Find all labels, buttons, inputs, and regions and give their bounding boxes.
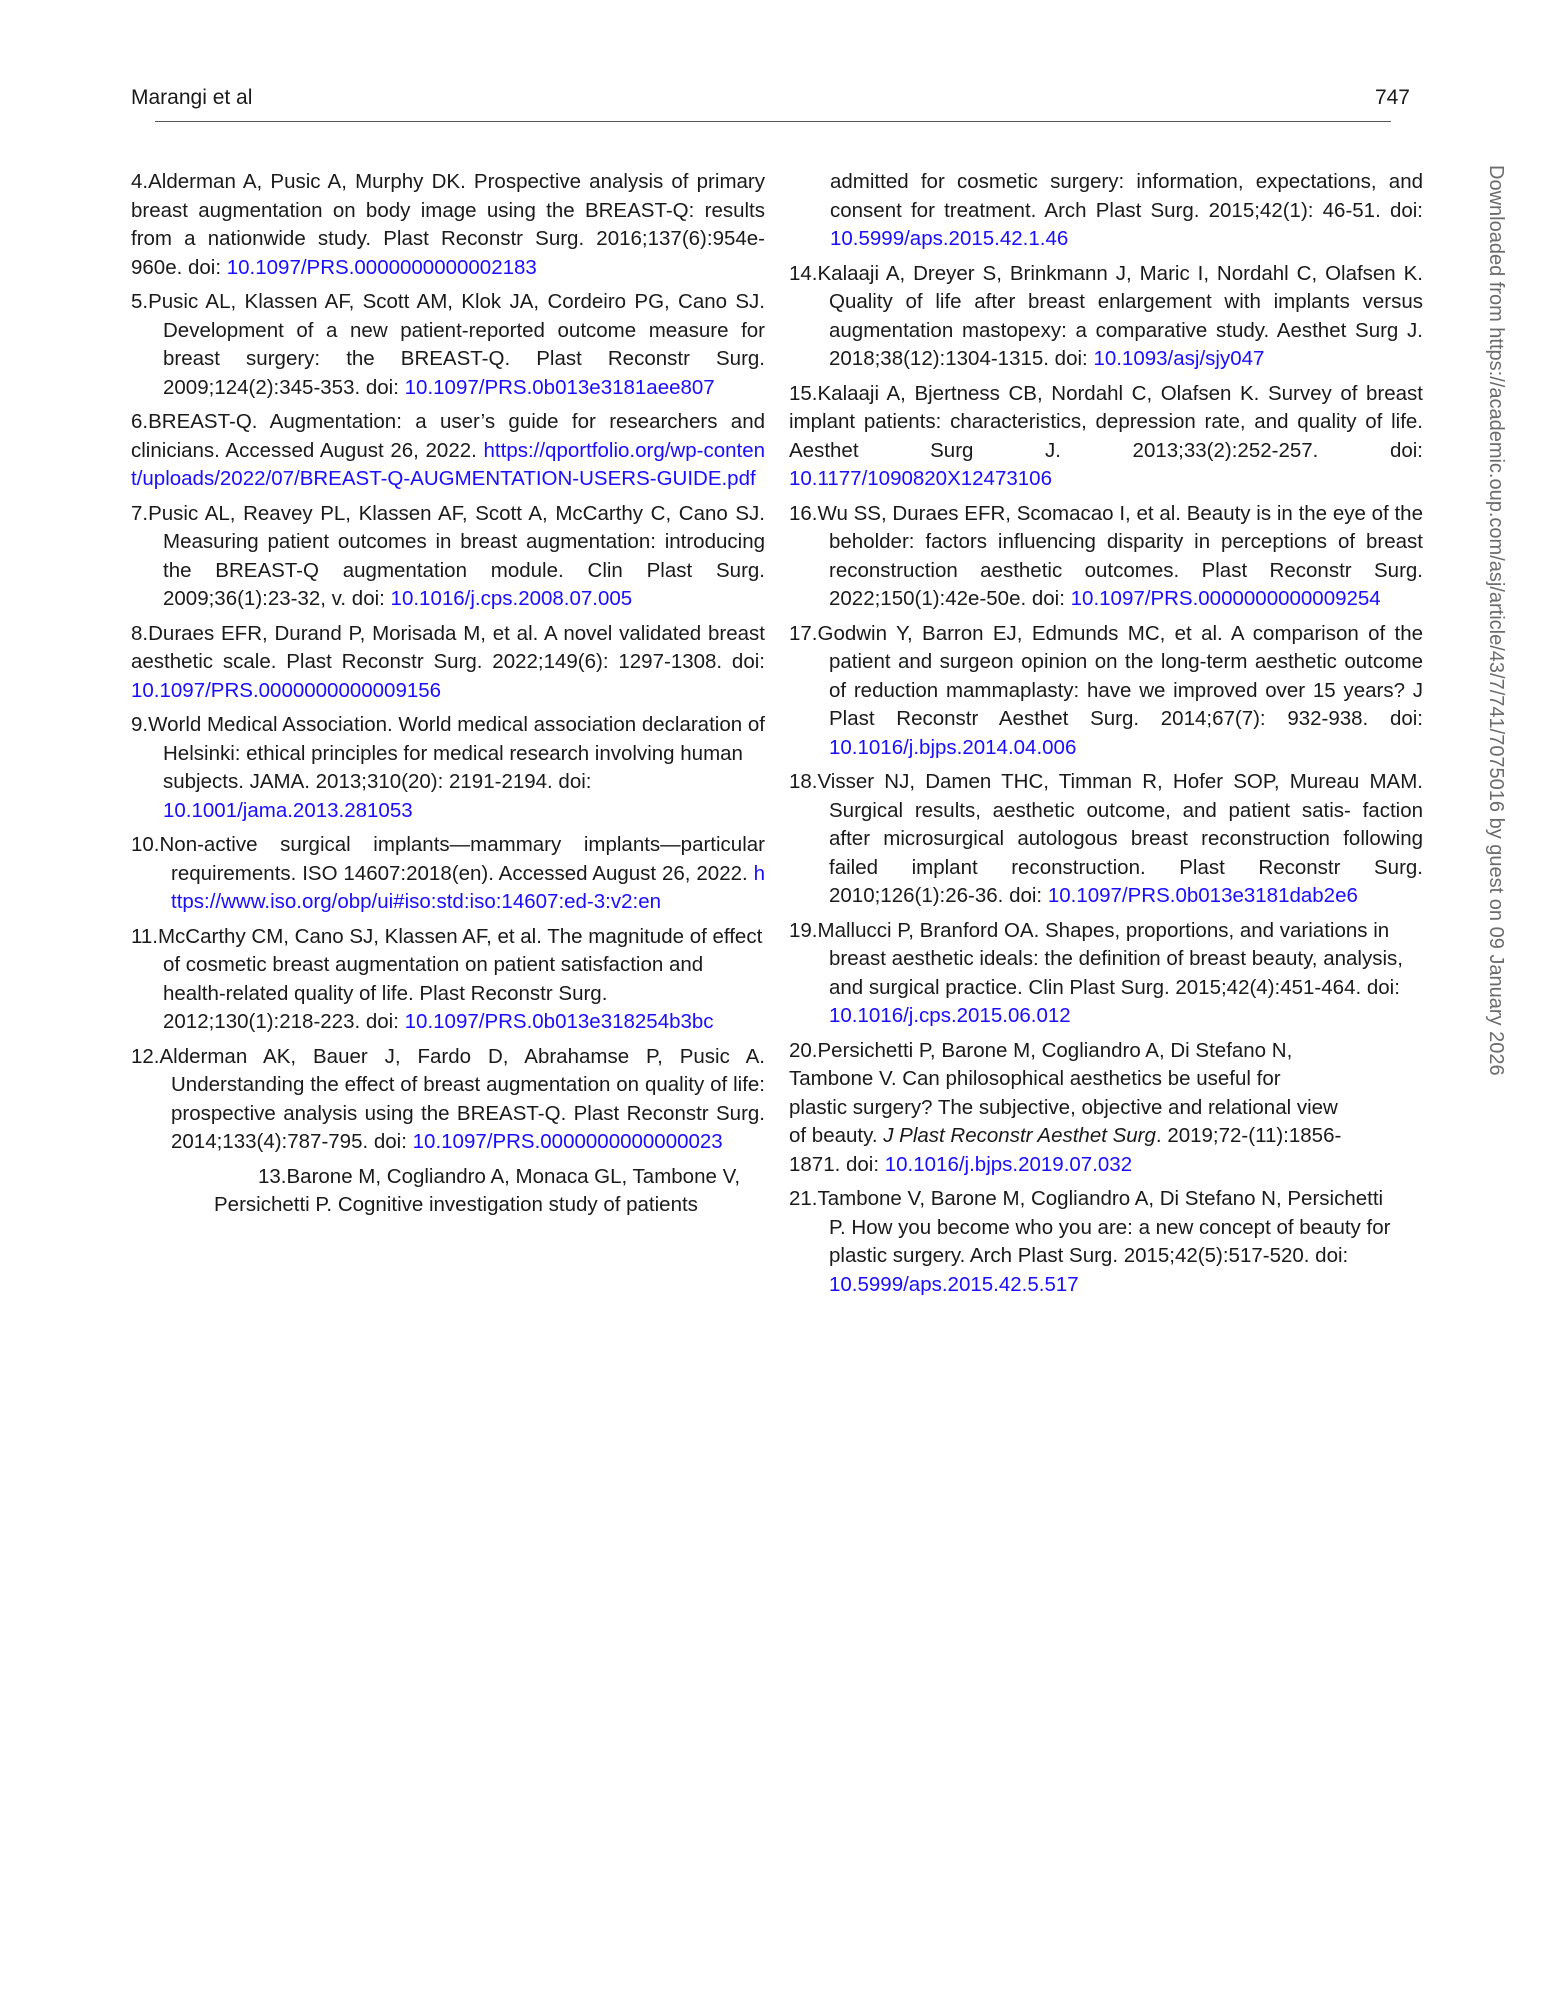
ref-number: 16.	[789, 501, 818, 525]
doi-link[interactable]: 10.1001/jama.2013.281053	[163, 798, 413, 822]
ref-text: Alderman A, Pusic A, Murphy DK. Prospective analysis of primary breast augmentation on body image using the BREAST-Q: results from a nationwide study. Plast Reconstr Surg. 2016;137(6):954e-960e. doi:	[131, 170, 765, 279]
ref-text: Duraes EFR, Durand P, Morisada M, et al. A novel validated breast aesthetic scale. Plast Reconstr Surg. 2022;149(6): 1297-1308. doi:	[131, 621, 765, 673]
doi-link[interactable]: 10.1097/PRS.0000000000000023	[412, 1130, 723, 1153]
ref-number: 6.	[131, 410, 149, 433]
ref-text: McCarthy CM, Cano SJ, Klassen AF, et al. The magnitude of effect of cosmetic breast augmentation on patient satisfaction and health-related quality of life. Plast Reconstr Surg. 2012;130(1):218-223. doi:	[157, 924, 763, 1033]
reference-19	[789, 917, 1423, 1031]
doi-link[interactable]: 10.1016/j.cps.2015.06.012	[829, 1004, 1071, 1027]
reference-4	[131, 168, 765, 282]
doi-link[interactable]: 10.1097/PRS.0000000000002183	[226, 255, 537, 279]
ref-text: Barone M, Cogliandro A, Monaca GL, Tambone V, Persichetti P. Cognitive investigation study of patients	[214, 1164, 741, 1216]
reference-8	[131, 620, 765, 706]
doi-link[interactable]: 10.1097/PRS.0000000000009254	[1070, 587, 1381, 610]
url-link[interactable]: https://www.iso.org/obp/ui#iso:std:iso:14607:ed-3:v2:en	[171, 861, 765, 913]
ref-number: 10.	[131, 833, 160, 856]
ref-text: . 2019;72-(11):1856-1871. doi:	[789, 1124, 1342, 1176]
header-divider	[155, 121, 1391, 122]
ref-number: 21.	[789, 1187, 818, 1210]
doi-link[interactable]: 10.1177/1090820X12473106	[789, 467, 1052, 490]
ref-text: Pusic AL, Reavey PL, Klassen AF, Scott A, McCarthy C, Cano SJ. Measuring patient outcomes in breast augmentation: introducing the BREAST-Q augmentation module. Clin Plast Surg. 2009;36(1):23-32, v. doi:	[148, 501, 765, 610]
ref-number: 15.	[789, 381, 818, 405]
download-watermark: Downloaded from https://academic.oup.com/asj/article/43/7/741/7075016 by guest on 09 January 2026	[1485, 165, 1507, 1076]
ref-text: Visser NJ, Damen THC, Timman R, Hofer SOP, Mureau MAM. Surgical results, aesthetic outcome, and patient satis- faction after microsurgical autologous breast reconstruction following failed implant reconstruction. Plast Reconstr Surg. 2010;126(1):26-36. doi:	[817, 770, 1423, 907]
reference-13-continued	[789, 168, 1423, 254]
ref-text: Mallucci P, Branford OA. Shapes, proportions, and variations in breast aesthetic ideals: the definition of breast beauty, analysis, and surgical practice. Clin Plast Surg. 2015;42(4):451-464. doi:	[817, 918, 1403, 999]
ref-text: Kalaaji A, Dreyer S, Brinkmann J, Maric I, Nordahl C, Olafsen K. Quality of life after breast enlargement with implants versus augmentation mastopexy: a comparative study. Aesthet Surg J. 2018;38(12):1304-1315. doi:	[817, 261, 1423, 370]
ref-text: Wu SS, Duraes EFR, Scomacao I, et al. Beauty is in the eye of the beholder: factors influencing disparity in perceptions of breast reconstruction aesthetic outcomes. Plast Reconstr Surg. 2022;150(1):42e-50e. doi:	[817, 501, 1423, 610]
reference-20	[789, 1037, 1423, 1180]
ref-number: 12.	[131, 1044, 160, 1068]
doi-link[interactable]: 10.1016/j.cps.2008.07.005	[390, 587, 633, 610]
reference-14	[789, 260, 1423, 374]
url-link[interactable]: https://qportfolio.org/wp-content/uploads/2022/07/BREAST-Q-AUGMENTATION-USERS-GUIDE.pdf	[131, 438, 765, 490]
reference-16	[789, 500, 1423, 614]
ref-text: admitted for cosmetic surgery: information, expectations, and consent for treatment. Arch Plast Surg. 2015;42(1): 46-51. doi:	[830, 170, 1423, 222]
ref-text: Non-active surgical implants—mammary implants—particular requirements. ISO 14607:2018(en). Accessed August 26, 2022.	[159, 833, 765, 885]
reference-18	[789, 768, 1423, 911]
reference-11	[131, 923, 765, 1037]
reference-21	[789, 1185, 1423, 1299]
doi-link[interactable]: 10.1016/j.bjps.2019.07.032	[884, 1152, 1133, 1176]
doi-link[interactable]: 10.5999/aps.2015.42.1.46	[830, 227, 1069, 250]
doi-link[interactable]: 10.1097/PRS.0b013e3181dab2e6	[1047, 884, 1358, 907]
ref-text: Godwin Y, Barron EJ, Edmunds MC, et al. A comparison of the patient and surgeon opinion on the long-term aesthetic outcome of reduction mammaplasty: have we improved over 15 years? J Plast Reconstr Aesthet Surg. 2014;67(7): 932-938. doi:	[817, 621, 1423, 730]
ref-number: 20.	[789, 1038, 818, 1062]
doi-link[interactable]: 10.1097/PRS.0b013e318254b3bc	[404, 1010, 714, 1033]
ref-text: Kalaaji A, Bjertness CB, Nordahl C, Olafsen K. Survey of breast implant patients: characteristics, depression rate, and quality of life. Aesthet Surg J. 2013;33(2):252-257. doi:	[789, 381, 1423, 462]
reference-9	[131, 711, 765, 825]
ref-number: 18.	[789, 770, 818, 793]
reference-13	[131, 1163, 765, 1220]
ref-text: BREAST-Q. Augmentation: a user’s guide for researchers and clinicians. Accessed August 26, 2022.	[131, 410, 765, 462]
doi-link[interactable]: 10.5999/aps.2015.42.5.517	[829, 1272, 1079, 1296]
ref-number: 5.	[131, 290, 149, 313]
ref-text: World Medical Association. World medical association declaration of Helsinki: ethical principles for medical research involving human subjects. JAMA. 2013;310(20): 2191-2194. doi:	[148, 713, 765, 793]
ref-text: Pusic AL, Klassen AF, Scott AM, Klok JA, Cordeiro PG, Cano SJ. Development of a new patient-reported outcome measure for breast surgery: the BREAST-Q. Plast Reconstr Surg. 2009;124(2):345-353. doi:	[148, 290, 765, 399]
references-right-column	[789, 168, 1423, 1305]
ref-text: Persichetti P, Barone M, Cogliandro A, Di Stefano N, Tambone V. Can philosophical aesthetics be useful for plastic surgery? The subjective, objective and relational view of beauty.	[789, 1038, 1338, 1147]
journal-title: J Plast Reconstr Aesthet Surg	[883, 1124, 1156, 1147]
reference-5	[131, 288, 765, 402]
reference-15	[789, 380, 1423, 494]
reference-6	[131, 408, 765, 494]
ref-number: 13.	[258, 1164, 287, 1188]
ref-number: 11.	[131, 924, 158, 948]
references-left-column	[131, 168, 765, 1226]
reference-7	[131, 500, 765, 614]
ref-number: 7.	[131, 501, 149, 525]
doi-link[interactable]: 10.1097/PRS.0000000000009156	[131, 678, 442, 702]
ref-number: 9.	[131, 713, 149, 736]
ref-text: Tambone V, Barone M, Cogliandro A, Di Stefano N, Persichetti P. How you become who you are: a new concept of beauty for plastic surgery. Arch Plast Surg. 2015;42(5):517-520. doi:	[817, 1187, 1391, 1267]
doi-link[interactable]: 10.1016/j.bjps.2014.04.006	[829, 735, 1077, 759]
ref-number: 19.	[789, 918, 818, 942]
reference-10	[131, 831, 765, 917]
ref-text: Alderman AK, Bauer J, Fardo D, Abrahamse P, Pusic A. Understanding the effect of breast augmentation on quality of life: prospective analysis using the BREAST-Q. Plast Reconstr Surg. 2014;133(4):787-795. doi:	[159, 1044, 765, 1153]
doi-link[interactable]: 10.1097/PRS.0b013e3181aee807	[404, 375, 715, 399]
doi-link[interactable]: 10.1093/asj/sjy047	[1093, 347, 1265, 370]
reference-12	[131, 1043, 765, 1157]
ref-number: 14.	[789, 261, 818, 285]
page-number: 747	[1374, 86, 1410, 109]
reference-17	[789, 620, 1423, 763]
ref-number: 17.	[789, 621, 818, 645]
ref-number: 4.	[131, 170, 149, 193]
ref-number: 8.	[131, 621, 149, 645]
running-header-author: Marangi et al	[131, 86, 253, 109]
